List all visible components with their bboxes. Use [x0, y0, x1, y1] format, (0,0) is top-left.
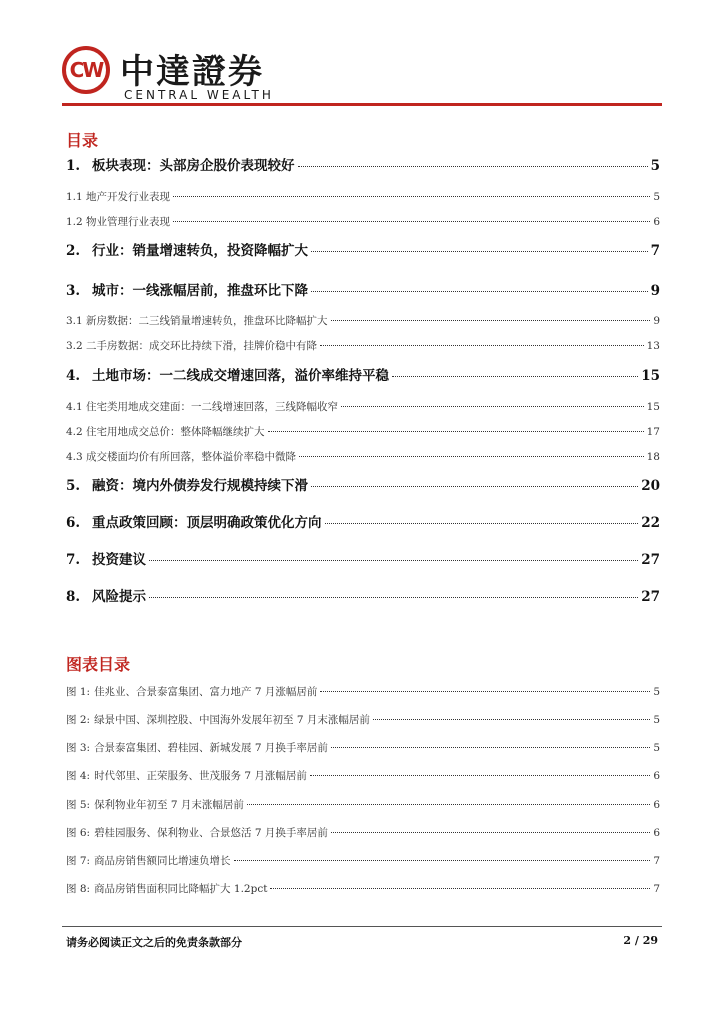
toc-text: 土地市场：一二线成交增速回落，溢价率维持平稳	[92, 368, 389, 384]
toc-num: 3.1	[66, 315, 83, 327]
figure-entry[interactable]	[66, 740, 660, 755]
figure-page: 7	[653, 883, 660, 895]
toc-text: 新房数据：二三线销量增速转负，推盘环比降幅扩大	[86, 315, 328, 327]
toc-leader-dots	[173, 221, 650, 222]
figure-num: 图 8:	[66, 883, 91, 895]
figure-num: 图 1:	[66, 686, 91, 698]
toc-page: 6	[653, 216, 660, 228]
toc-leader-dots	[392, 376, 638, 377]
toc-page: 15	[646, 401, 660, 413]
figure-entry[interactable]	[66, 768, 660, 783]
toc-leader-dots	[299, 456, 644, 457]
toc-entry[interactable]	[66, 474, 660, 494]
toc-page: 15	[641, 368, 660, 384]
figure-entry[interactable]	[66, 853, 660, 868]
figure-page: 6	[653, 799, 660, 811]
figure-num: 图 4:	[66, 770, 91, 782]
toc-text: 投资建议	[92, 552, 146, 568]
toc-text: 板块表现：头部房企股价表现较好	[92, 158, 295, 174]
toc-leader-dots	[331, 320, 651, 321]
toc-text: 物业管理行业表现	[86, 216, 170, 228]
figure-leader-dots	[331, 747, 650, 748]
toc-page: 9	[650, 283, 660, 299]
toc-num: 8.	[66, 589, 81, 605]
toc-leader-dots	[298, 166, 648, 167]
toc-num: 1.1	[66, 191, 83, 203]
toc-subentry[interactable]	[66, 449, 660, 464]
toc-leader-dots	[268, 431, 644, 432]
toc-subentry[interactable]	[66, 338, 660, 353]
toc-leader-dots	[311, 251, 648, 252]
figure-text: 佳兆业、合景泰富集团、富力地产 7 月涨幅居前	[94, 686, 318, 698]
toc-subentry[interactable]	[66, 399, 660, 414]
toc-text: 地产开发行业表现	[86, 191, 170, 203]
figure-leader-dots	[373, 719, 650, 720]
toc-page: 27	[641, 552, 660, 568]
figure-text: 合景泰富集团、碧桂园、新城发展 7 月换手率居前	[94, 742, 328, 754]
toc-text: 重点政策回顾：顶层明确政策优化方向	[92, 515, 322, 531]
figure-text: 商品房销售额同比增速负增长	[94, 855, 231, 867]
toc-subentry[interactable]	[66, 189, 660, 204]
figure-page: 5	[653, 714, 660, 726]
footer-disclaimer: 请务必阅读正文之后的免责条款部分	[66, 936, 242, 949]
toc-leader-dots	[173, 196, 650, 197]
figure-text: 碧桂园服务、保利物业、合景悠活 7 月换手率居前	[94, 827, 328, 839]
toc-num: 5.	[66, 478, 81, 494]
toc-page: 5	[653, 191, 660, 203]
toc-subentry[interactable]	[66, 313, 660, 328]
toc-text: 行业：销量增速转负，投资降幅扩大	[92, 243, 308, 259]
toc-subentry[interactable]	[66, 214, 660, 229]
toc-page: 27	[641, 589, 660, 605]
page-number: 2 / 29	[623, 934, 658, 947]
figure-num: 图 7:	[66, 855, 91, 867]
toc-num: 4.	[66, 368, 81, 384]
toc-entry[interactable]	[66, 279, 660, 299]
toc-leader-dots	[311, 486, 638, 487]
footer-divider	[62, 926, 662, 927]
figure-text: 商品房销售面积同比降幅扩大 1.2pct	[94, 883, 268, 895]
toc-leader-dots	[149, 597, 638, 598]
figure-page: 5	[653, 686, 660, 698]
toc-page: 9	[653, 315, 660, 327]
toc-num: 2.	[66, 243, 81, 259]
figure-entry[interactable]	[66, 797, 660, 812]
figure-num: 图 3:	[66, 742, 91, 754]
toc-entry[interactable]	[66, 364, 660, 384]
toc-page: 20	[641, 478, 660, 494]
toc-page: 18	[646, 451, 660, 463]
figures-title: 图表目录	[66, 655, 131, 674]
figure-num: 图 5:	[66, 799, 91, 811]
brand-name-en: CENTRAL WEALTH	[124, 88, 274, 102]
figure-leader-dots	[331, 832, 650, 833]
toc-page: 22	[641, 515, 660, 531]
toc-entry[interactable]	[66, 585, 660, 605]
figure-text: 绿景中国、深圳控股、中国海外发展年初至 7 月末涨幅居前	[94, 714, 370, 726]
toc-num: 3.2	[66, 340, 83, 352]
figure-leader-dots	[247, 804, 650, 805]
toc-num: 3.	[66, 283, 81, 299]
figure-text: 时代邻里、正荣服务、世茂服务 7 月涨幅居前	[94, 770, 307, 782]
toc-leader-dots	[320, 345, 644, 346]
logo-mark: CW	[62, 46, 110, 94]
toc-text: 住宅用地成交总价：整体降幅继续扩大	[86, 426, 265, 438]
figure-page: 6	[653, 827, 660, 839]
toc-entry[interactable]	[66, 239, 660, 259]
toc-leader-dots	[341, 406, 644, 407]
toc-num: 1.	[66, 158, 81, 174]
toc-num: 7.	[66, 552, 81, 568]
toc-num: 4.2	[66, 426, 83, 438]
toc-title: 目录	[66, 131, 99, 150]
toc-text: 风险提示	[92, 589, 146, 605]
toc-leader-dots	[325, 523, 639, 524]
figure-page: 7	[653, 855, 660, 867]
toc-page: 5	[650, 158, 660, 174]
toc-num: 6.	[66, 515, 81, 531]
toc-num: 4.1	[66, 401, 83, 413]
toc-page: 7	[650, 243, 660, 259]
toc-num: 1.2	[66, 216, 83, 228]
toc-entry[interactable]	[66, 548, 660, 568]
figure-entry[interactable]	[66, 712, 660, 727]
header-divider	[62, 103, 662, 106]
figure-entry[interactable]	[66, 825, 660, 840]
figure-text: 保利物业年初至 7 月末涨幅居前	[94, 799, 244, 811]
figure-leader-dots	[270, 888, 650, 889]
toc-text: 住宅类用地成交建面：一二线增速回落，三线降幅收窄	[86, 401, 338, 413]
toc-text: 二手房数据：成交环比持续下滑，挂牌价稳中有降	[86, 340, 317, 352]
toc-leader-dots	[311, 291, 648, 292]
figure-entry[interactable]	[66, 881, 660, 896]
toc-page: 17	[646, 426, 660, 438]
figure-leader-dots	[310, 775, 650, 776]
toc-text: 融资：境内外债券发行规模持续下滑	[92, 478, 308, 494]
figure-entry[interactable]	[66, 684, 660, 699]
figure-page: 5	[653, 742, 660, 754]
toc-text: 成交楼面均价有所回落，整体溢价率稳中微降	[86, 451, 296, 463]
toc-page: 13	[646, 340, 660, 352]
figure-num: 图 6:	[66, 827, 91, 839]
figure-leader-dots	[234, 860, 651, 861]
toc-num: 4.3	[66, 451, 83, 463]
figure-leader-dots	[320, 691, 650, 692]
toc-leader-dots	[149, 560, 638, 561]
brand-name-cn: 中達證券	[120, 52, 264, 92]
figure-page: 6	[653, 770, 660, 782]
toc-text: 城市：一线涨幅居前，推盘环比下降	[92, 283, 308, 299]
figure-num: 图 2:	[66, 714, 91, 726]
toc-subentry[interactable]	[66, 424, 660, 439]
toc-entry[interactable]	[66, 511, 660, 531]
toc-entry[interactable]	[66, 154, 660, 174]
